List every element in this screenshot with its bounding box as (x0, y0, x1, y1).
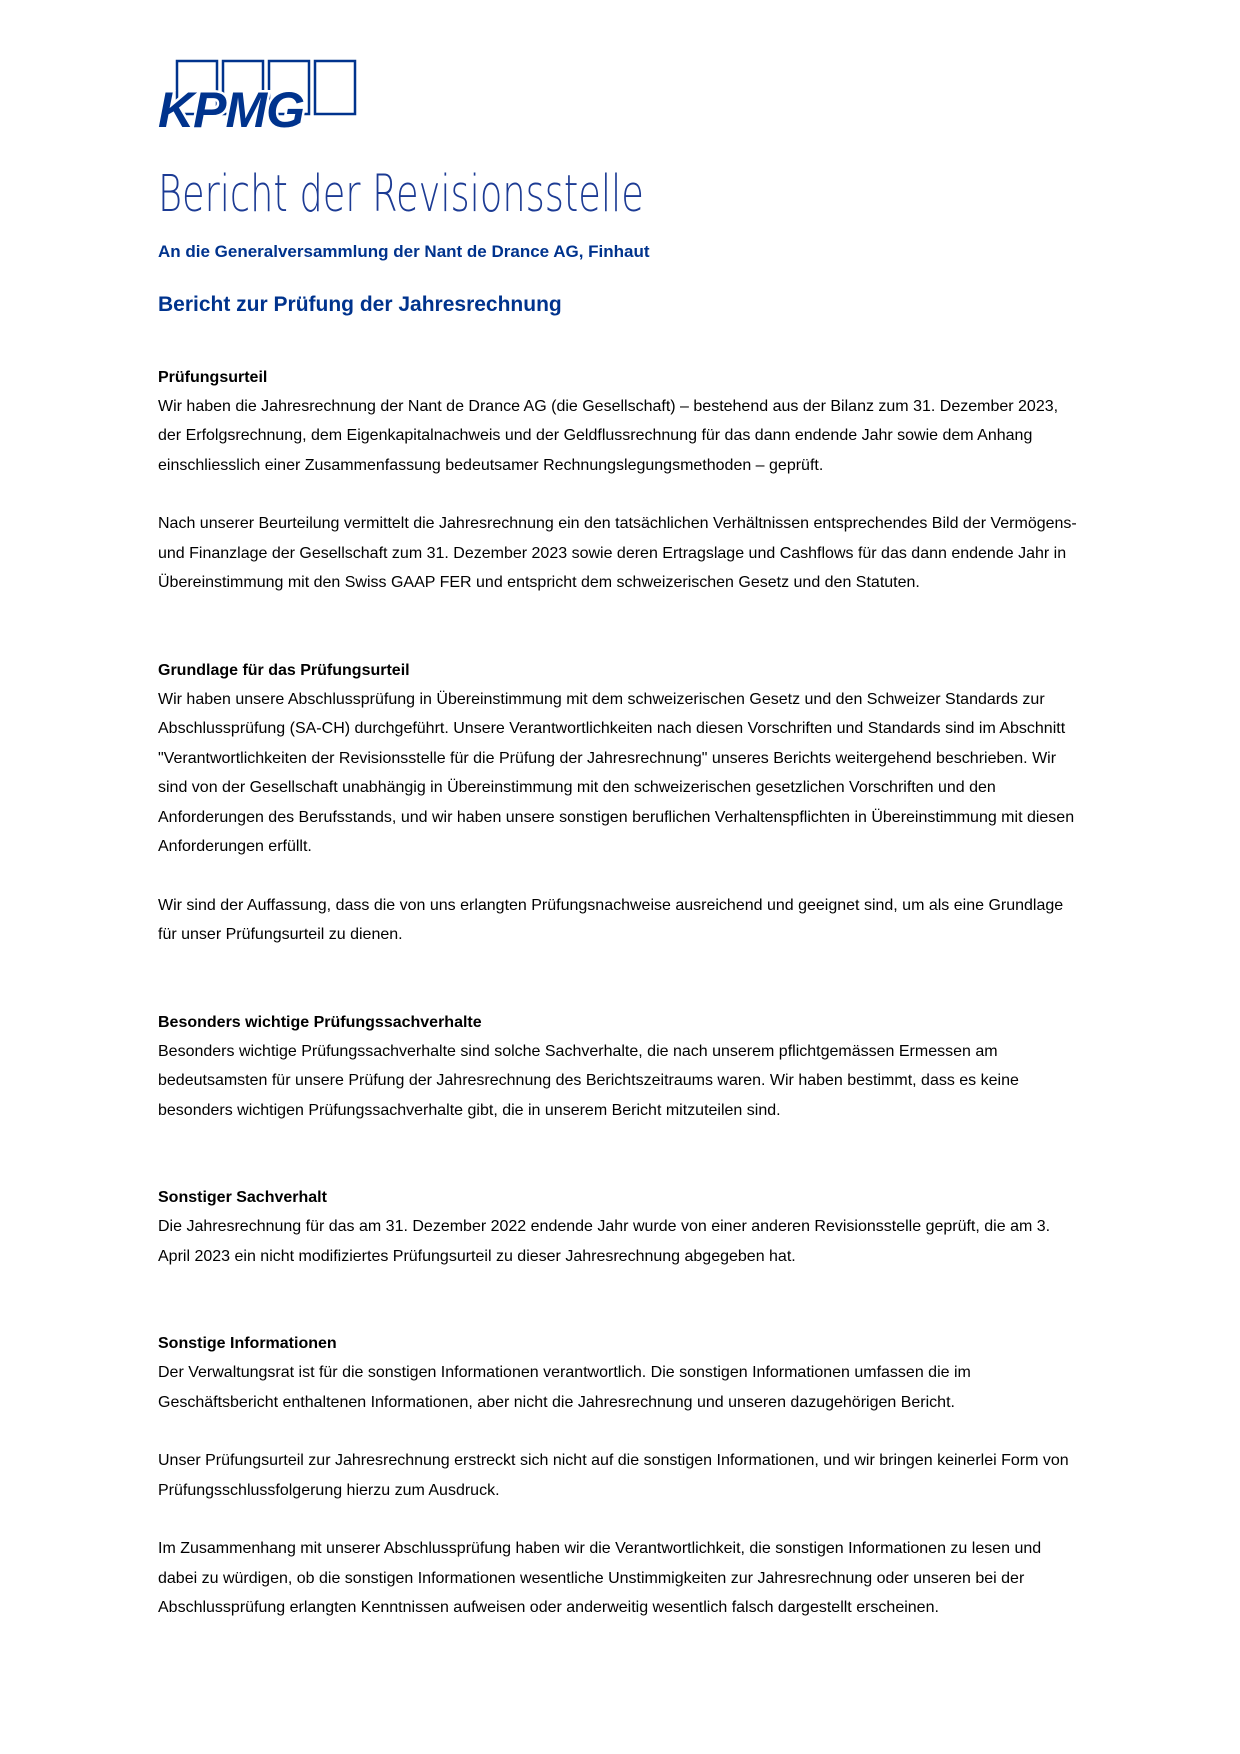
paragraph: Besonders wichtige Prüfungssachverhalte sind solche Sachverhalte, die nach unserem pflichtgemässen Ermessen am bedeutsamsten für unsere Prüfung der Jahresrechnung des Berichtszeitraums waren. Wir haben bestimmt, dass es keine besonders wichtigen Prüfungssachverhalte gibt, die in unserem Bericht mitzuteilen sind. (158, 1042, 1019, 1119)
section-heading: Besonders wichtige Prüfungssachverhalte (158, 1013, 482, 1031)
paragraph: Unser Prüfungsurteil zur Jahresrechnung erstreckt sich nicht auf die sonstigen Informationen, und wir bringen keinerlei Form von Prüfungsschlussfolgerung hierzu zum Ausdruck. (158, 1452, 1069, 1499)
report-section (158, 363, 1085, 598)
section-paragraphs (158, 1037, 1085, 1126)
paragraph: Wir sind der Auffassung, dass die von uns erlangten Prüfungsnachweise ausreichend und geeignet sind, um als eine Grundlage für unser Prüfungsurteil zu dienen. (158, 896, 1064, 944)
addressee-line: An die Generalversammlung der Nant de Drance AG, Finhaut (158, 241, 650, 261)
report-section (158, 656, 1085, 950)
paragraph: Nach unserer Beurteilung vermittelt die Jahresrechnung ein den tatsächlichen Verhältnissen entsprechendes Bild der Vermögens- und Finanzlage der Gesellschaft zum 31. Dezember 2023 sowie deren Ertragslage und Cashflows für das dann endende Jahr in Übereinstimmung mit den Swiss GAAP FER und entspricht dem schweizerischen Gesetz und den Statuten. (158, 515, 1077, 592)
paragraph: Die Jahresrechnung für das am 31. Dezember 2022 endende Jahr wurde von einer anderen Revisionsstelle geprüft, die am 3. April 2023 ein nicht modifiziertes Prüfungsurteil zu dieser Jahresrechnung abgegeben hat. (158, 1218, 1051, 1265)
report-heading: Bericht zur Prüfung der Jahresrechnung (158, 292, 562, 316)
page-title: Bericht der Revisionsstelle (158, 165, 644, 224)
section-paragraphs (158, 392, 1085, 598)
section-heading: Sonstiger Sachverhalt (158, 1189, 327, 1207)
paragraph: Im Zusammenhang mit unserer Abschlussprüfung haben wir die Verantwortlichkeit, die sonstigen Informationen zu lesen und dabei zu würdigen, ob die sonstigen Informationen wesentliche Unstimmigkeiten zur Jahresrechnung oder unseren bei der Abschlussprüfung erlangten Kenntnissen aufweisen oder anderweitig wesentlich falsch dargestellt erscheinen. (158, 1540, 1042, 1617)
report-sections (158, 363, 1085, 1623)
section-paragraphs (158, 1358, 1085, 1623)
kpmg-logo-text: KPMG (158, 82, 304, 132)
section-heading: Sonstige Informationen (158, 1335, 337, 1353)
paragraph: Der Verwaltungsrat ist für die sonstigen Informationen verantwortlich. Die sonstigen Informationen umfassen die im Geschäftsbericht enthaltenen Informationen, aber nicht die Jahresrechnung und unseren dazugehörigen Bericht. (158, 1364, 971, 1411)
paragraph: Wir haben unsere Abschlussprüfung in Übereinstimmung mit dem schweizerischen Gesetz und den Schweizer Standards zur Abschlussprüfung (SA-CH) durchgeführt. Unsere Verantwortlichkeiten nach diesen Vorschriften und Standards sind im Abschnitt "Verantwortlichkeiten der Revisionsstelle für die Prüfung der Jahresrechnung" unseres Berichts weitergehend beschrieben. Wir sind von der Gesellschaft unabhängig in Übereinstimmung mit den schweizerischen gesetzlichen Vorschriften und den Anforderungen des Berufsstands, und wir haben unsere sonstigen beruflichen Verhaltenspflichten in Übereinstimmung mit diesen Anforderungen erfüllt. (158, 690, 1075, 856)
section-paragraphs (158, 685, 1085, 950)
report-section (158, 1183, 1085, 1271)
kpmg-logo (158, 58, 358, 132)
section-paragraphs (158, 1212, 1085, 1271)
paragraph: Wir haben die Jahresrechnung der Nant de Drance AG (die Gesellschaft) – bestehend aus der Bilanz zum 31. Dezember 2023, der Erfolgsrechnung, dem Eigenkapitalnachweis und der Geldflussrechnung für das dann endende Jahr sowie dem Anhang einschliesslich einer Zusammenfassung bedeutsamer Rechnungslegungsmethoden – geprüft. (158, 397, 1059, 474)
section-heading: Prüfungsurteil (158, 368, 268, 386)
section-heading: Grundlage für das Prüfungsurteil (158, 661, 410, 679)
report-section (158, 1329, 1085, 1623)
report-section (158, 1008, 1085, 1126)
